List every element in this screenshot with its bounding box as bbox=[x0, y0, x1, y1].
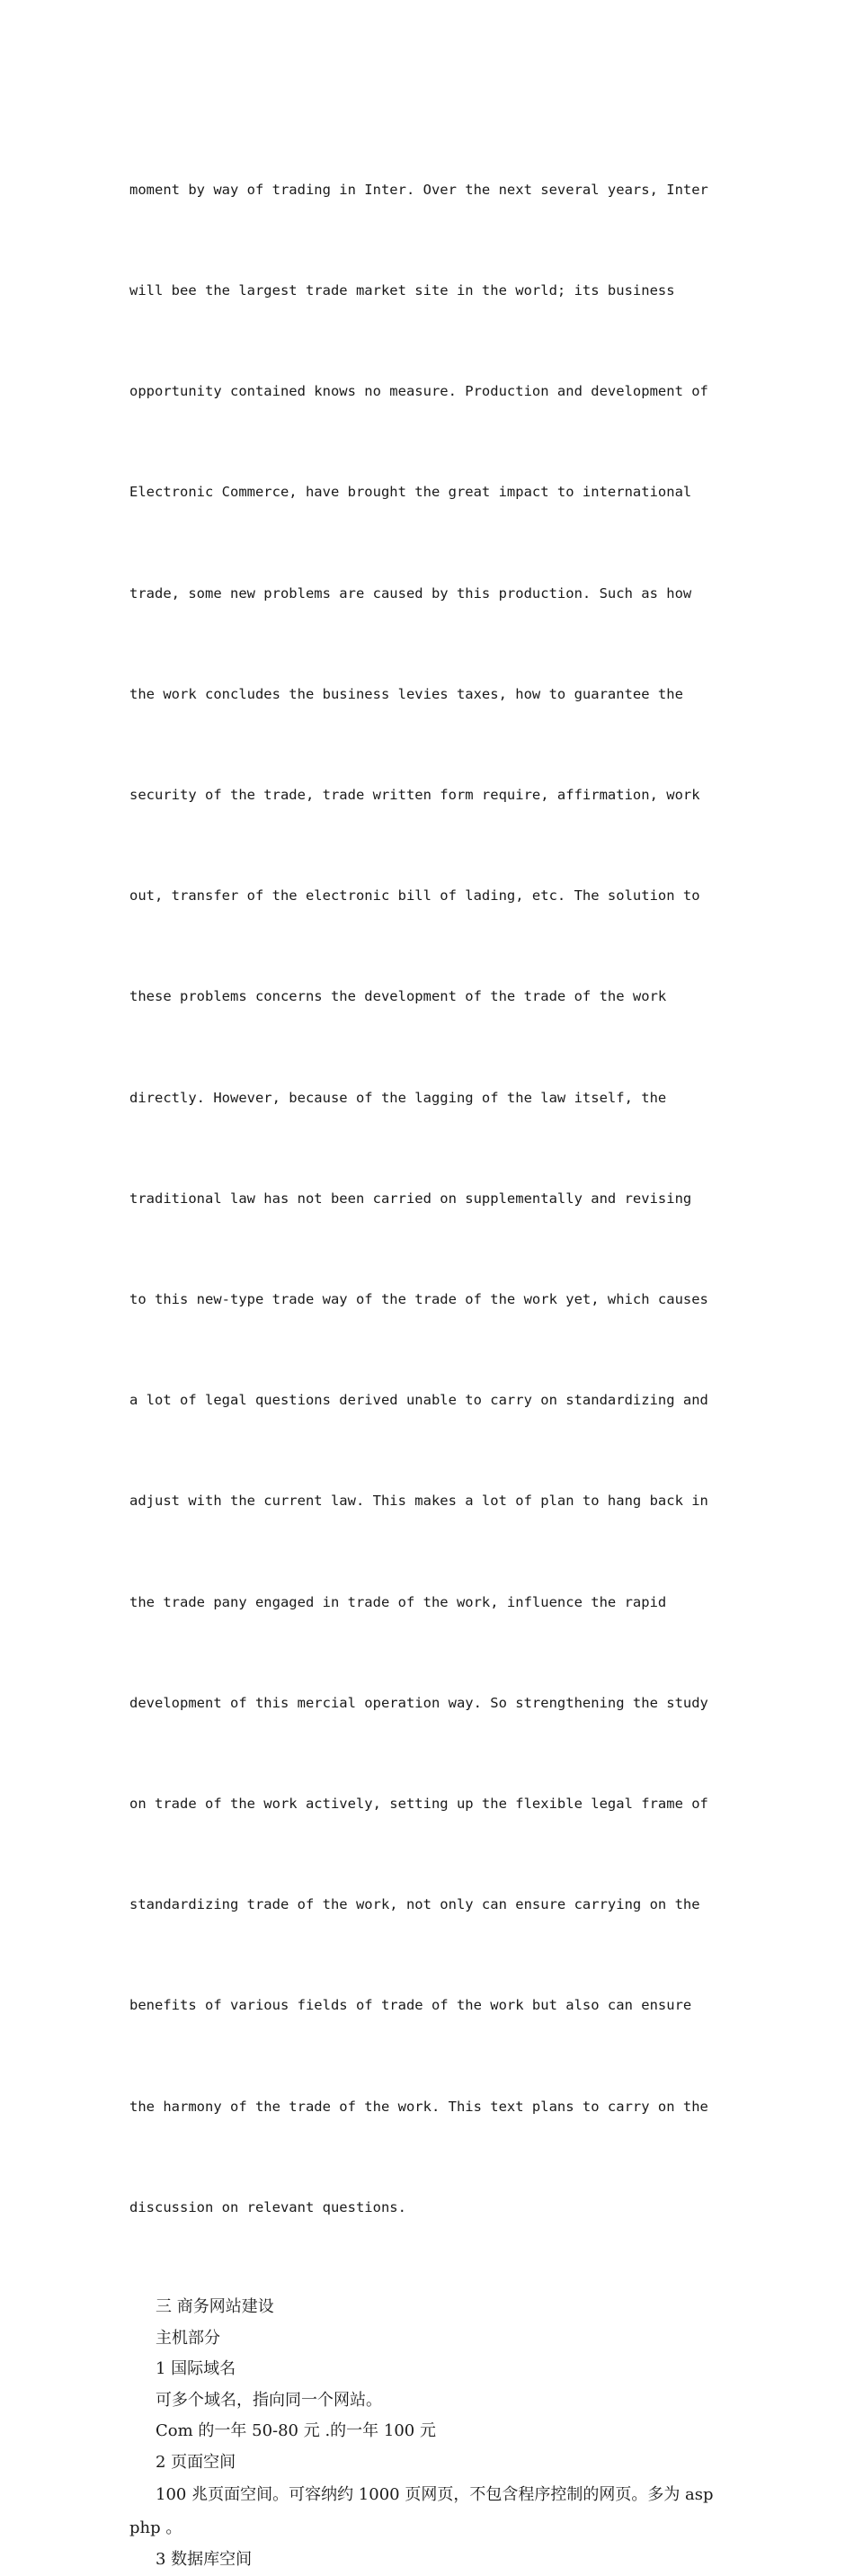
item-title-database-space: 3 数据库空间 bbox=[156, 2550, 253, 2570]
paragraph-line: security of the trade, trade written form require, affirmation, work bbox=[129, 787, 700, 804]
paragraph-line: directly. However, because of the lagging of the law itself, the bbox=[129, 1089, 667, 1106]
paragraph-line: out, transfer of the electronic bill of lading, etc. The solution to bbox=[129, 887, 700, 905]
paragraph-line: a lot of legal questions derived unable to carry on standardizing and bbox=[129, 1392, 708, 1409]
item-title-domain: 1 国际域名 bbox=[156, 2359, 236, 2379]
paragraph-line: to this new-type trade way of the trade of the work yet, which causes bbox=[129, 1291, 708, 1308]
paragraph-line: development of this mercial operation way. So strengthening the study bbox=[129, 1694, 708, 1711]
paragraph-line: adjust with the current law. This makes a lot of plan to hang back in bbox=[129, 1493, 708, 1510]
item-text: Com 的一年 50-80 元 .的一年 100 元 bbox=[156, 2421, 436, 2441]
paragraph-line: the harmony of the trade of the work. This text plans to carry on the bbox=[129, 2098, 708, 2115]
item-text: 可多个域名，指向同一个网站。 bbox=[156, 2390, 382, 2410]
paragraph-line: the trade pany engaged in trade of the work, influence the rapid bbox=[129, 1593, 667, 1610]
paragraph-line: moment by way of trading in Inter. Over the next several years, Inter bbox=[129, 181, 708, 198]
paragraph-line: on trade of the work actively, setting up the flexible legal frame of bbox=[129, 1796, 708, 1813]
paragraph-line: the work concludes the business levies taxes, how to guarantee the bbox=[129, 685, 683, 702]
paragraph-line: trade, some new problems are caused by this production. Such as how bbox=[129, 584, 692, 602]
chinese-section bbox=[129, 2292, 726, 2576]
paragraph-line: discussion on relevant questions. bbox=[129, 2198, 406, 2215]
document-page bbox=[129, 106, 726, 2576]
paragraph-line: Electronic Commerce, have brought the great impact to international bbox=[129, 484, 692, 501]
english-paragraph bbox=[129, 106, 726, 2292]
paragraph-line: will bee the largest trade market site in the world; its business bbox=[129, 282, 675, 299]
item-text: 100 兆页面空间。可容纳约 1000 页网页，不包含程序控制的网页。多为 asp bbox=[156, 2485, 714, 2505]
paragraph-line: these problems concerns the development of the trade of the work bbox=[129, 988, 667, 1005]
paragraph-line: standardizing trade of the work, not only can ensure carrying on the bbox=[129, 1896, 700, 1913]
paragraph-line: opportunity contained knows no measure. Production and development of bbox=[129, 383, 708, 400]
item-title-page-space: 2 页面空间 bbox=[156, 2452, 236, 2472]
paragraph-line: traditional law has not been carried on supplementally and revising bbox=[129, 1190, 692, 1207]
section-heading: 三 商务网站建设 bbox=[156, 2297, 274, 2317]
subheading-host: 主机部分 bbox=[156, 2328, 220, 2348]
item-text-continuation: php 。 bbox=[129, 2518, 182, 2538]
paragraph-line: benefits of various fields of trade of the work but also can ensure bbox=[129, 1997, 692, 2014]
